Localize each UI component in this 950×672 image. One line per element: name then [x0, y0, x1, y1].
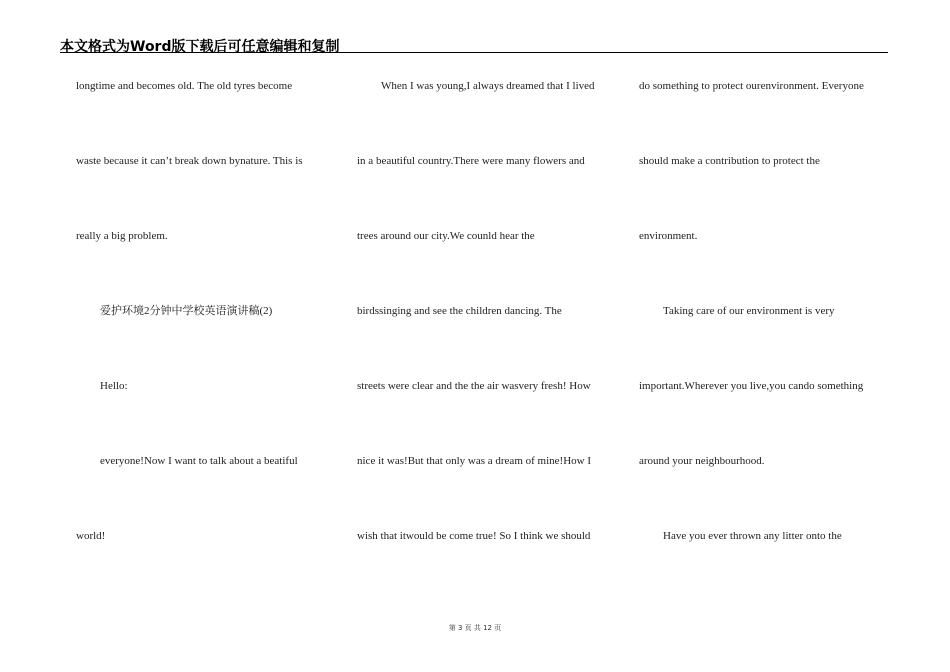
- text-line: in a beautiful country.There were many flowers and: [357, 155, 585, 167]
- text-line: Taking care of our environment is very: [663, 305, 835, 317]
- header-divider: [60, 52, 888, 53]
- text-line: important.Wherever you live,you cando something: [639, 380, 864, 392]
- page-number-footer: 第 3 页 共 12 页: [448, 624, 502, 632]
- text-line: waste because it can’t break down bynature. This is: [76, 155, 303, 167]
- text-line: Hello:: [100, 380, 128, 392]
- text-line: Have you ever thrown any litter onto the: [663, 530, 842, 542]
- text-line: birdssinging and see the children dancing. The: [357, 305, 562, 317]
- text-line: nice it was!But that only was a dream of mine!How I: [357, 455, 591, 467]
- text-line: world!: [76, 530, 106, 542]
- text-line: environment.: [639, 230, 698, 242]
- text-line: When I was young,I always dreamed that I lived: [381, 80, 595, 92]
- text-line: trees around our city.We counld hear the: [357, 230, 535, 242]
- text-line: really a big problem.: [76, 230, 168, 242]
- document-header-title: 本文格式为Word版下载后可任意编辑和复制: [60, 39, 340, 55]
- section-heading: 爱护环境2分钟中学校英语演讲稿(2): [100, 305, 273, 317]
- text-column-3: [639, 78, 894, 603]
- text-line: streets were clear and the the air wasvery fresh! How: [357, 380, 591, 392]
- text-line: do something to protect ourenvironment. Everyone: [639, 80, 864, 92]
- text-column-1: [76, 78, 331, 603]
- text-line: everyone!Now I want to talk about a beatiful: [100, 455, 298, 467]
- text-line: wish that itwould be come true! So I think we should: [357, 530, 591, 542]
- text-line: should make a contribution to protect the: [639, 155, 820, 167]
- text-column-2: [357, 78, 612, 603]
- text-line: around your neighbourhood.: [639, 455, 765, 467]
- text-line: longtime and becomes old. The old tyres become: [76, 80, 293, 92]
